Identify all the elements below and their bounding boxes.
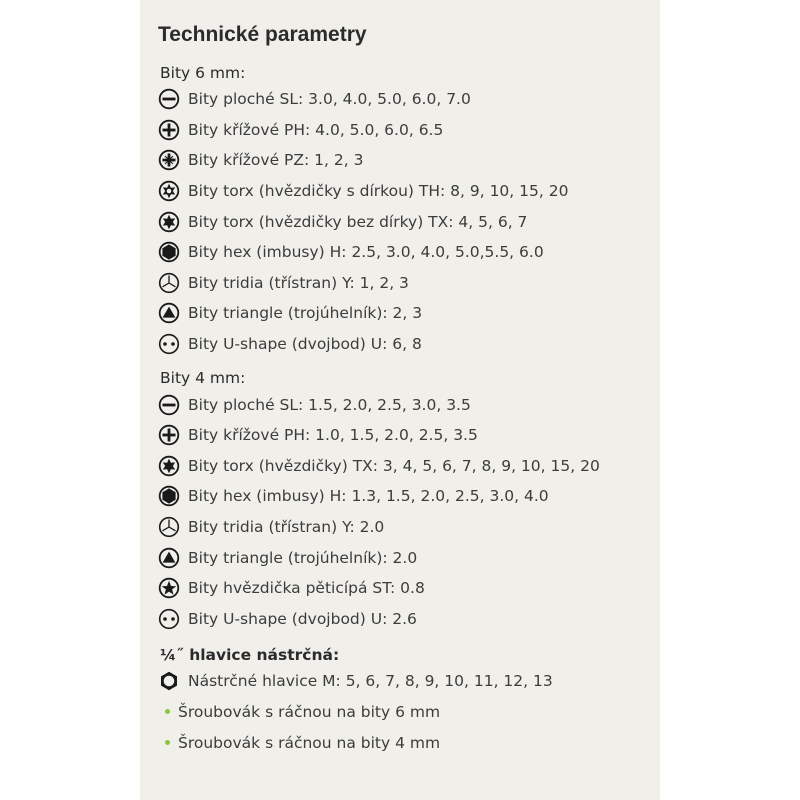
list-item-text: Bity křížové PH: 4.0, 5.0, 6.0, 6.5 [188, 120, 444, 139]
list-item-text: Bity ploché SL: 1.5, 2.0, 2.5, 3.0, 3.5 [188, 395, 471, 414]
bullet-dot-icon [158, 740, 178, 745]
u-shape-icon [158, 608, 188, 630]
triangle-icon [158, 547, 188, 569]
tri-wing-icon [158, 272, 188, 294]
list-item-text: Šroubovák s ráčnou na bity 4 mm [178, 733, 441, 752]
phillips-icon [158, 119, 188, 141]
accessory-list [158, 697, 658, 758]
list-item-text: Bity triangle (trojúhelník): 2.0 [188, 548, 418, 567]
section-heading-4mm: Bity 4 mm: [160, 369, 246, 388]
bit-list-6mm [158, 84, 658, 359]
section-heading-socket: ¼˝ hlavice nástrčná: [160, 646, 340, 665]
torx-icon [158, 211, 188, 233]
pozidriv-icon [158, 149, 188, 171]
slotted-icon [158, 394, 188, 416]
list-item-text: Bity torx (hvězdičky) TX: 3, 4, 5, 6, 7, 8, 9, 10, 15, 20 [188, 456, 600, 475]
section-socket [158, 644, 658, 697]
list-item-text: Bity U-shape (dvojbod) U: 2.6 [188, 609, 417, 628]
triangle-icon [158, 302, 188, 324]
list-item-text: Bity ploché SL: 3.0, 4.0, 5.0, 6.0, 7.0 [188, 90, 471, 109]
list-item [158, 84, 658, 115]
list-item-text: Bity křížové PZ: 1, 2, 3 [188, 151, 364, 170]
list-item [158, 666, 658, 697]
list-item-text: Bity tridia (třístran) Y: 2.0 [188, 518, 385, 537]
list-item [158, 573, 658, 604]
list-item [158, 542, 658, 573]
hex-icon [158, 485, 188, 507]
tri-wing-icon [158, 516, 188, 538]
phillips-icon [158, 424, 188, 446]
list-item-text: Bity tridia (třístran) Y: 1, 2, 3 [188, 273, 409, 292]
list-item [158, 512, 658, 543]
list-item [158, 451, 658, 482]
bullet-dot-icon [158, 709, 178, 714]
list-item [158, 420, 658, 451]
list-item [158, 176, 658, 207]
list-item [158, 298, 658, 329]
list-item [158, 115, 658, 146]
list-item [158, 329, 658, 360]
list-item [158, 237, 658, 268]
socket-list [158, 666, 658, 697]
hex-icon [158, 241, 188, 263]
list-item [158, 206, 658, 237]
list-item [158, 697, 658, 728]
list-item-text: Šroubovák s ráčnou na bity 6 mm [178, 702, 441, 721]
torx-icon [158, 455, 188, 477]
slotted-icon [158, 88, 188, 110]
list-item [158, 727, 658, 758]
list-item-text: Bity torx (hvězdičky s dírkou) TH: 8, 9, 10, 15, 20 [188, 182, 569, 201]
u-shape-icon [158, 333, 188, 355]
list-item [158, 389, 658, 420]
page-title: Technické parametry [158, 23, 367, 46]
list-item-text: Bity hvězdička pěticípá ST: 0.8 [188, 579, 425, 598]
spec-content [158, 18, 658, 758]
star-icon [158, 577, 188, 599]
list-item-text: Bity hex (imbusy) H: 2.5, 3.0, 4.0, 5.0,5.5, 6.0 [188, 243, 544, 262]
list-item [158, 268, 658, 299]
list-item-text: Bity torx (hvězdičky bez dírky) TX: 4, 5, 6, 7 [188, 212, 528, 231]
list-item [158, 145, 658, 176]
section-heading-6mm: Bity 6 mm: [160, 64, 246, 82]
list-item-text: Bity U-shape (dvojbod) U: 6, 8 [188, 335, 422, 354]
torx-hole-icon [158, 180, 188, 202]
socket-icon [158, 670, 188, 692]
list-item-text: Bity hex (imbusy) H: 1.3, 1.5, 2.0, 2.5, 3.0, 4.0 [188, 487, 549, 506]
section-4mm [158, 367, 658, 634]
list-item-text: Bity křížové PH: 1.0, 1.5, 2.0, 2.5, 3.5 [188, 426, 478, 445]
list-item [158, 481, 658, 512]
bit-list-4mm [158, 389, 658, 634]
list-item-text: Nástrčné hlavice M: 5, 6, 7, 8, 9, 10, 11, 12, 13 [188, 672, 553, 691]
section-6mm [158, 62, 658, 359]
list-item-text: Bity triangle (trojúhelník): 2, 3 [188, 304, 423, 323]
list-item [158, 604, 658, 635]
